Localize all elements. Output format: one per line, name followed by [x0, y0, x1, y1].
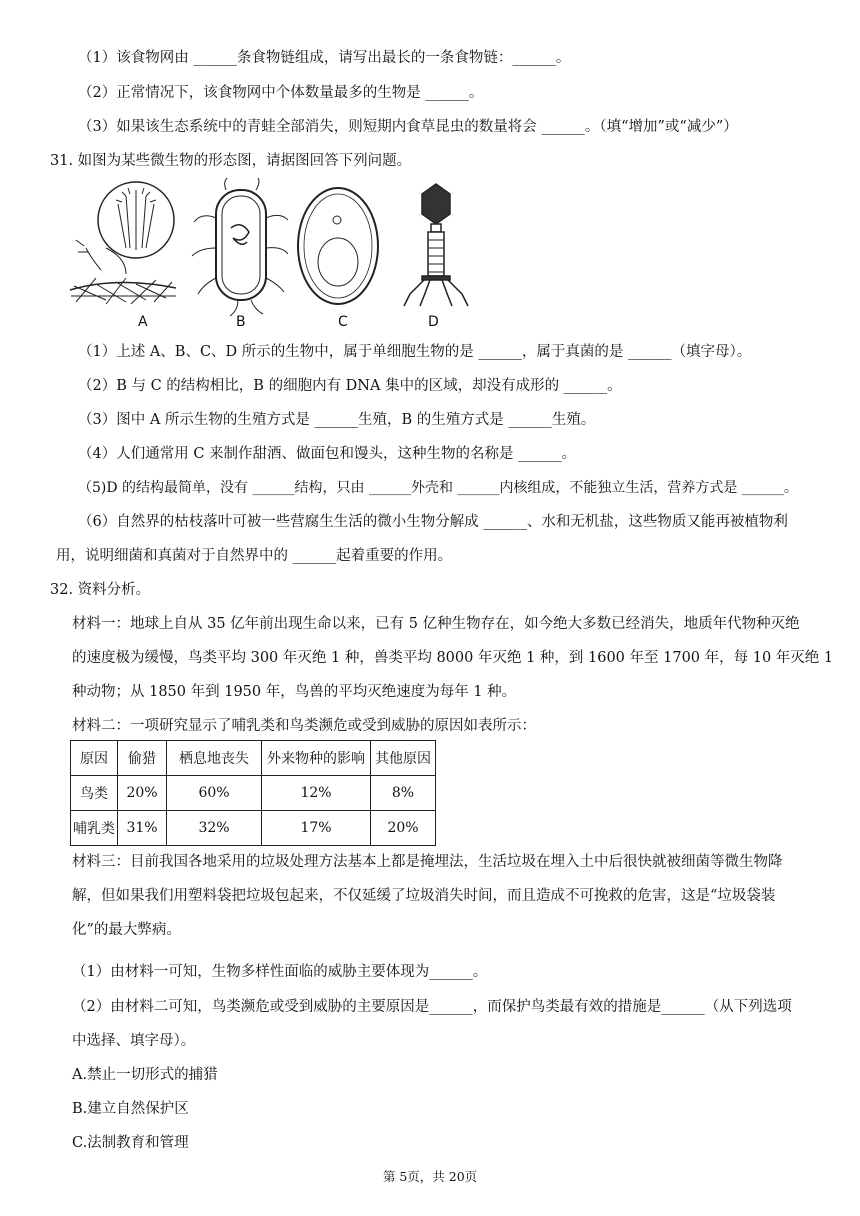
q32-item-2a: （2）由材料二可知，鸟类濒危或受到威胁的主要原因是______，而保护鸟类最有效的措施是______（从下列选项 [72, 999, 792, 1015]
table-header-row [71, 741, 436, 776]
q32-material-3c: 化”的最大弊病。 [72, 922, 181, 938]
q32-option-b: B.建立自然保护区 [72, 1101, 189, 1117]
q31-item-3: （3）图中 A 所示生物的生殖方式是 ______生殖，B 的生殖方式是 ______生殖。 [78, 412, 596, 428]
figure-label-b: B [236, 314, 246, 330]
q31-item-4: （4）人们通常用 C 来制作甜酒、做面包和馒头，这种生物的名称是 ______。 [78, 446, 577, 462]
table-row [71, 811, 436, 846]
figure-label-d: D [428, 314, 439, 330]
virus-drawing [404, 184, 468, 306]
q32-material-1b: 的速度极为缓慢，鸟类平均 300 年灭绝 1 种，兽类平均 8000 年灭绝 1 种，到 1600 年至 1700 年，每 10 年灭绝 1 [72, 650, 834, 666]
q31-item-2: （2）B 与 C 的结构相比，B 的细胞内有 DNA 集中的区域，却没有成形的 ______。 [78, 378, 622, 394]
table-cell: 60% [167, 776, 262, 811]
table-header-cell: 外来物种的影响 [262, 741, 371, 776]
figure-label-a: A [138, 314, 148, 330]
table-header-cell: 其他原因 [371, 741, 436, 776]
q30-item-2: （2）正常情况下，该食物网中个体数量最多的生物是 ______。 [78, 85, 484, 101]
q31-item-6b: 用，说明细菌和真菌对于自然界中的 ______起着重要的作用。 [56, 548, 453, 564]
q30-item-3: （3）如果该生态系统中的青蛙全部消失，则短期内食草昆虫的数量将会 ______。（填“增加”或“减少”） [78, 119, 738, 135]
q32-material-1a: 材料一：地球上自从 35 亿年前出现生命以来，已有 5 亿种生物存在，如今绝大多数已经消失，地质年代物种灭绝 [72, 616, 800, 632]
q31-item-1: （1）上述 A、B、C、D 所示的生物中，属于单细胞生物的是 ______，属于真菌的是 ______（填字母）。 [78, 344, 752, 360]
table-cell: 17% [262, 811, 371, 846]
bacterium-drawing [192, 178, 288, 316]
table-cell: 哺乳类 [71, 811, 118, 846]
threat-causes-table [70, 740, 436, 846]
page-footer: 第 5页，共 20页 [382, 1169, 478, 1184]
q31-item-6a: （6）自然界的枯枝落叶可被一些营腐生生活的微小生物分解成 ______、水和无机盐，这些物质又能再被植物利 [78, 514, 788, 530]
table-header-cell: 原因 [71, 741, 118, 776]
table-cell: 8% [371, 776, 436, 811]
microorganism-drawings [66, 178, 486, 336]
q31-item-5: （5)D 的结构最简单，没有 ______结构，只由 ______外壳和 ______内核组成，不能独立生活，营养方式是 ______。 [78, 480, 798, 496]
yeast-drawing [298, 188, 378, 304]
mold-drawing [70, 182, 176, 304]
q32-option-a: A.禁止一切形式的捕猎 [72, 1067, 218, 1083]
q32-material-3b: 解，但如果我们用塑料袋把垃圾包起来，不仅延缓了垃圾消失时间，而且造成不可挽救的危害，这是“垃圾袋装 [72, 888, 776, 904]
table-cell: 31% [118, 811, 167, 846]
table-header-cell: 栖息地丧失 [167, 741, 262, 776]
figure-label-c: C [338, 314, 348, 330]
table-cell: 20% [118, 776, 167, 811]
table-row [71, 776, 436, 811]
q32-item-2b: 中选择、填字母）。 [72, 1033, 196, 1049]
q32-material-3a: 材料三：目前我国各地采用的垃圾处理方法基本上都是掩埋法，生活垃圾在埋入土中后很快就被细菌等微生物降 [72, 854, 783, 870]
table-header-cell: 偷猎 [118, 741, 167, 776]
q32-option-c: C.法制教育和管理 [72, 1135, 189, 1151]
q32-item-1: （1）由材料一可知，生物多样性面临的威胁主要体现为______。 [72, 964, 488, 980]
q32-material-1c: 种动物；从 1850 年到 1950 年，鸟兽的平均灭绝速度为每年 1 种。 [72, 684, 517, 700]
table-cell: 32% [167, 811, 262, 846]
table-cell: 12% [262, 776, 371, 811]
q30-item-1: （1）该食物网由 ______条食物链组成，请写出最长的一条食物链：______。 [78, 50, 571, 66]
table-cell: 20% [371, 811, 436, 846]
q32-material-2: 材料二：一项研究显示了哺乳类和鸟类濒危或受到威胁的原因如表所示： [72, 718, 536, 734]
q31-title: 31. 如图为某些微生物的形态图，请据图回答下列问题。 [50, 153, 412, 169]
microorganism-figure [66, 178, 486, 336]
table-cell: 鸟类 [71, 776, 118, 811]
q32-title: 32. 资料分析。 [50, 582, 151, 598]
